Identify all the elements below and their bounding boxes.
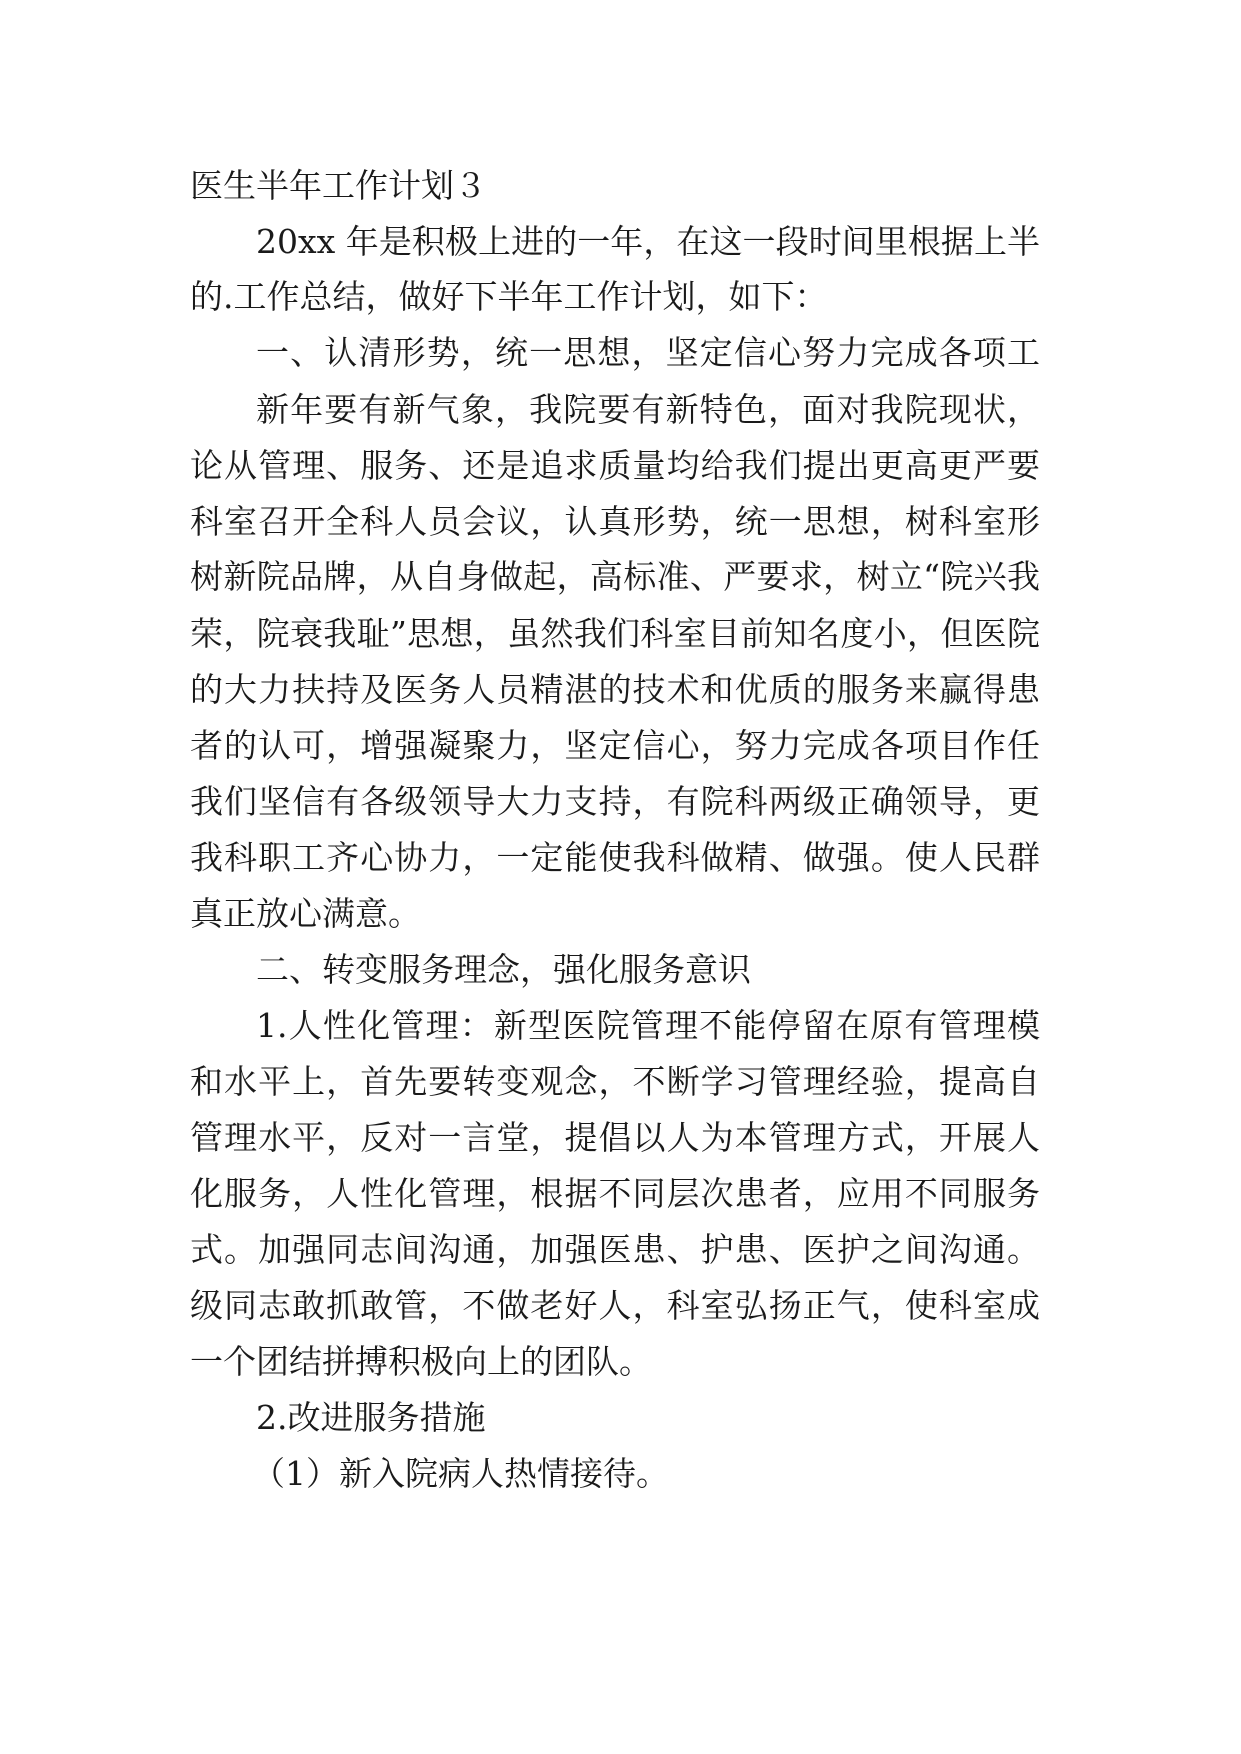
paragraph-line: 树新院品牌，从自身做起，高标准、严要求，树立“院兴我: [190, 557, 1040, 596]
paragraph-line: 和水平上，首先要转变观念，不断学习管理经验，提高自: [190, 1062, 1040, 1101]
paragraph-line: 20xx 年是积极上进的一年，在这一段时间里根据上半: [256, 222, 1040, 261]
paragraph-line: 论从管理、服务、还是追求质量均给我们提出更高更严要: [190, 446, 1040, 485]
paragraph-line: 1.人性化管理：新型医院管理不能停留在原有管理模: [256, 1006, 1040, 1045]
paragraph-line: 真正放心满意。: [190, 894, 421, 933]
paragraph-line: 级同志敢抓敢管，不做老好人，科室弘扬正气，使科室成: [190, 1286, 1040, 1325]
list-item: （1）新入院病人热情接待。: [252, 1454, 669, 1493]
paragraph-line: 管理水平，反对一言堂，提倡以人为本管理方式，开展人: [190, 1118, 1040, 1157]
section-heading: 一、认清形势，统一思想，坚定信心努力完成各项工: [256, 333, 1040, 372]
paragraph-line: 化服务，人性化管理，根据不同层次患者，应用不同服务: [190, 1174, 1040, 1213]
paragraph-line: 的.工作总结，做好下半年工作计划，如下：: [190, 277, 828, 316]
paragraph-line: 式。加强同志间沟通，加强医患、护患、医护之间沟通。: [190, 1230, 1040, 1269]
paragraph-line: 科室召开全科人员会议，认真形势，统一思想，树科室形: [190, 502, 1040, 541]
subsection-heading: 2.改进服务措施: [256, 1398, 486, 1437]
paragraph-line: 我科职工齐心协力，一定能使我科做精、做强。使人民群: [190, 838, 1040, 877]
paragraph-line: 新年要有新气象，我院要有新特色，面对我院现状，: [256, 390, 1040, 429]
section-heading: 二、转变服务理念，强化服务意识: [256, 950, 751, 989]
paragraph-line: 的大力扶持及医务人员精湛的技术和优质的服务来赢得患: [190, 670, 1040, 709]
paragraph-line: 荣，院衰我耻”思想，虽然我们科室目前知名度小，但医院: [190, 614, 1040, 653]
paragraph-line: 者的认可，增强凝聚力，坚定信心，努力完成各项目作任: [190, 726, 1040, 765]
document-title: 医生半年工作计划３: [190, 166, 487, 205]
paragraph-line: 我们坚信有各级领导大力支持，有院科两级正确领导，更: [190, 782, 1040, 821]
paragraph-line: 一个团结拼搏积极向上的团队。: [190, 1342, 652, 1381]
